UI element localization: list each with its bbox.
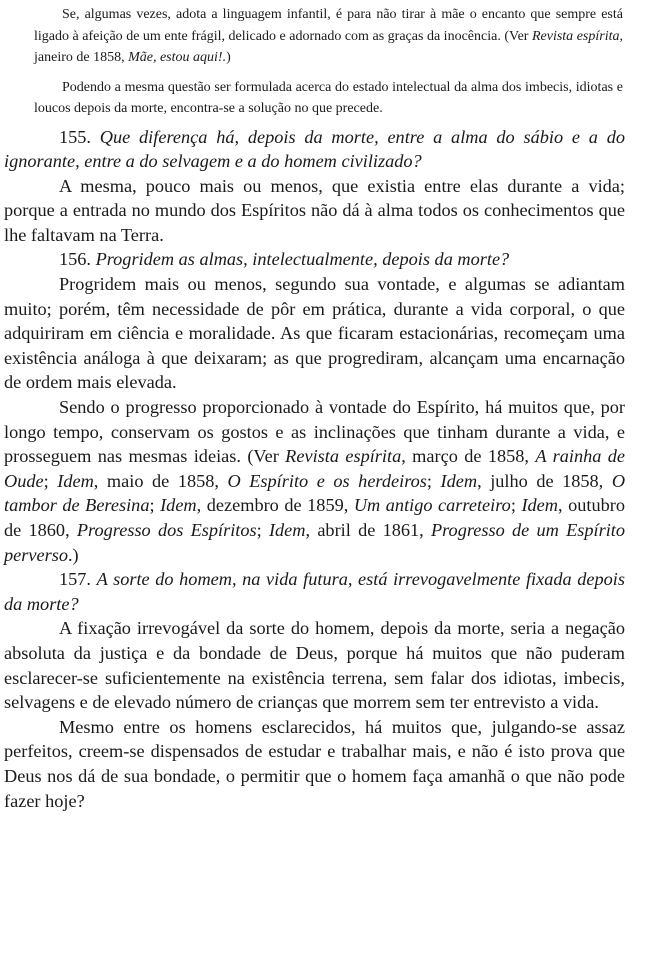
text-run-italic: Idem	[521, 495, 558, 516]
text-run: , outubro de 1860,	[4, 495, 625, 540]
text-run-italic: Idem	[440, 470, 478, 491]
question-157	[4, 567, 625, 616]
text-run: .)	[67, 544, 79, 565]
note-paragraph-2	[34, 77, 623, 120]
footnote-block	[0, 4, 653, 120]
main-text	[0, 125, 653, 814]
text-run: , dezembro de 1859,	[196, 495, 354, 516]
text-run-italic: Revista espírita	[531, 28, 620, 44]
text-run-italic: Progresso de um Espírito perverso	[4, 520, 626, 565]
text-run-italic: Idem	[268, 520, 306, 540]
text-run-italic: A rainha de Oude	[4, 446, 625, 491]
commentary-157	[4, 715, 625, 813]
text-run-italic: Revista espírita	[285, 446, 402, 467]
text-run: , janeiro de 1858,	[34, 28, 623, 65]
question-number: 155.	[59, 126, 100, 147]
note-paragraph-1	[34, 4, 623, 69]
commentary-156	[4, 395, 625, 567]
text-run-italic: O Espírito e os herdeiros	[227, 470, 427, 491]
answer-text: Mesmo entre os homens esclarecidos, há muitos que, julgando-se assaz perfeitos, creem-se dispensados de estudar e trabalhar mais, e não é isto prova que Deus nos dá de sua bondade, o permitir que o homem faça amanhã o que não pode fazer hoje?	[4, 716, 625, 811]
question-number: 157.	[59, 569, 97, 590]
text-run-italic: O tambor de Beresina	[4, 470, 626, 516]
answer-155	[4, 174, 625, 248]
answer-text: Progridem mais ou menos, segundo sua vontade, e algumas se adiantam muito; porém, têm necessidade de pôr em prática, durante a vida corporal, o que adquiriram em ciência e moralidade. As que ficaram estacionárias, recomeçam uma existência análoga à que deixaram; as que progrediram, alcançam uma encarnação de ordem mais elevada.	[4, 274, 625, 393]
text-run: , abril de 1861,	[305, 520, 431, 540]
text-run-italic: Progresso dos Espíritos	[76, 520, 257, 540]
text-run: ;	[149, 495, 161, 516]
text-run: )	[226, 50, 231, 65]
answer-text: A mesma, pouco mais ou menos, que existia entre elas durante a vida; porque a entrada no mundo dos Espíritos não dá à alma todos os conhecimentos que lhe faltavam na Terra.	[4, 175, 625, 245]
question-text: Progridem as almas, intelectualmente, depois da morte?	[95, 249, 510, 270]
text-run-italic: Mãe, estou aqui!.	[128, 50, 227, 65]
text-run: Se, algumas vezes, adota a linguagem infantil, é para não tirar à mãe o encanto que sempre está ligado à afeição de um ente frágil, delicado e adornado com as graças da inocência. (Ver	[34, 7, 623, 44]
text-run-italic: Idem	[160, 495, 197, 516]
text-run: Podendo a mesma questão ser formulada acerca do estado intelectual da alma dos imbecis, idiotas e loucos depois da morte, encontra-se a solução no que precede.	[34, 79, 623, 116]
text-run: ;	[510, 495, 522, 516]
text-run-italic: Um antigo carreteiro	[353, 495, 511, 516]
text-run: ;	[43, 470, 58, 491]
text-run-italic: Idem	[57, 470, 94, 491]
question-text: Que diferença há, depois da morte, entre a alma do sábio e a do ignorante, entre a do selvagem e a do homem civilizado?	[4, 126, 626, 172]
text-run: , maio de 1858,	[93, 470, 228, 491]
question-number: 156.	[59, 249, 96, 270]
question-156	[4, 247, 625, 272]
question-155	[4, 125, 625, 174]
text-run: , março de 1858,	[401, 446, 536, 467]
text-run: Sendo o progresso proporcionado à vontade do Espírito, há muitos que, por longo tempo, conservam os gostos e as inclinações que tinham durante a vida, e prosseguem nas mesmas ideias. (Ver	[4, 397, 625, 467]
text-run: ;	[426, 470, 441, 491]
answer-157	[4, 616, 625, 714]
text-run: , julho de 1858,	[477, 470, 612, 491]
question-text: A sorte do homem, na vida futura, está irrevogavelmente fixada depois da morte?	[4, 569, 626, 614]
answer-text: A fixação irrevogável da sorte do homem, depois da morte, seria a negação absoluta da justiça e da bondade de Deus, porque há muitos que não puderam esclarecer-se suficientemente na existência terrena, sem falar dos idiotas, imbecis, selvagens e de elevado número de crianças que morrem sem ter entrevisto a vida.	[4, 618, 625, 713]
answer-156	[4, 272, 625, 395]
text-run: ;	[256, 520, 269, 540]
